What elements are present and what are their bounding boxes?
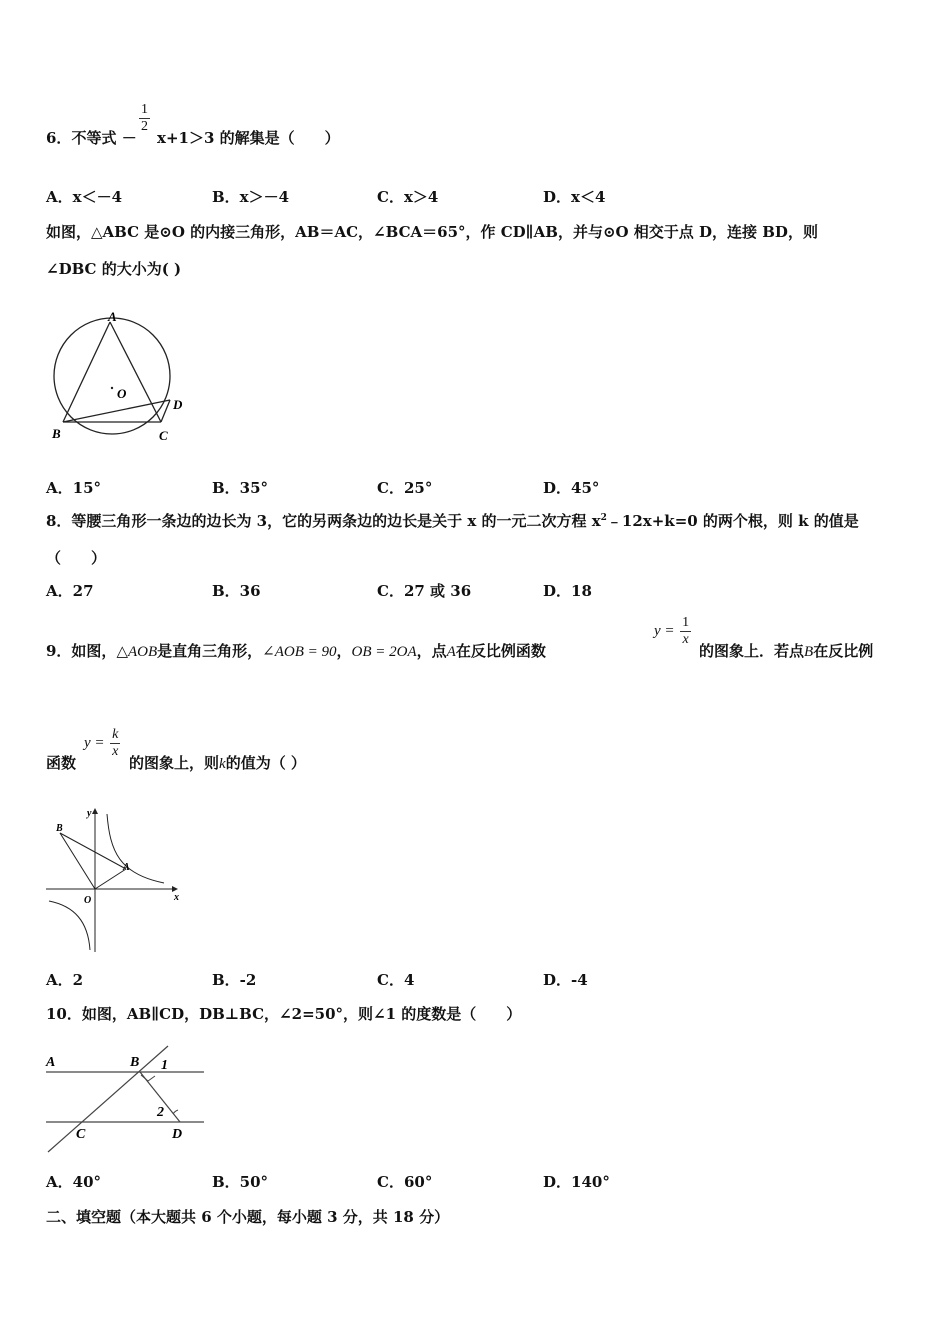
q9-frac2-num: k (112, 727, 119, 742)
q9-label-o: O (84, 895, 92, 906)
q9-text-a: 9．如图， (46, 642, 117, 660)
q8-stem-line2: （ ） (46, 549, 107, 567)
q8-option-a[interactable]: A．27 (46, 582, 94, 600)
q6-tail: x+1＞3 的解集是（ ） (157, 129, 340, 147)
q9-k: k (219, 756, 226, 772)
q10-stem: 10．如图，AB∥CD，DB⊥BC，∠2=50°，则∠1 的度数是（ ） (46, 1005, 522, 1023)
q9-point-a: A (446, 644, 456, 660)
q9-text-c: ，点 (416, 642, 447, 660)
q6-fraction (139, 102, 150, 135)
q10-option-b[interactable]: B．50° (212, 1173, 269, 1191)
q7-option-a[interactable]: A．15° (46, 479, 102, 497)
q9-stem-line2-start: 函数 (46, 754, 77, 772)
q8-text-a: 8．等腰三角形一条边的边长为 3，它的另两条边的边长是关于 x 的一元二次方程 x (46, 512, 601, 530)
q7-stem-line1: 如图，△ABC 是⊙O 的内接三角形，AB＝AC，∠BCA＝65°，作 CD∥AB，并与⊙O 相交于点 D，连接 BD，则 (46, 223, 818, 241)
q9-triangle: △AOB (116, 644, 158, 660)
q10-option-d[interactable]: D．140° (543, 1173, 610, 1191)
q6-number: 6． (46, 129, 72, 147)
q7-label-o: O (117, 386, 127, 401)
q9-label-x: x (174, 892, 179, 903)
q7-circle-figure (44, 306, 194, 448)
q6-minus: － (121, 129, 137, 147)
q10-label-two: 2 (157, 1105, 164, 1120)
q10-label-b: B (130, 1055, 140, 1070)
section2-heading: 二、填空题（本大题共 6 个小题，每小题 3 分，共 18 分） (46, 1208, 450, 1226)
q7-label-a: A (108, 309, 117, 324)
q9-option-c[interactable]: C．4 (377, 971, 415, 989)
q6-lead: 不等式 (71, 129, 117, 147)
q10-parallel-figure (44, 1040, 209, 1156)
q9-point-b: B (804, 644, 814, 660)
q9-function-2 (84, 727, 120, 760)
q9-stem-line1 (46, 640, 546, 661)
q9-option-a[interactable]: A．2 (46, 971, 84, 989)
q9-function-1 (654, 615, 691, 648)
q6-option-d[interactable]: D．x＜4 (543, 188, 606, 206)
q10-option-a[interactable]: A．40° (46, 1173, 102, 1191)
q9-angle: ∠AOB = 90 (262, 644, 337, 660)
q10-label-c: C (76, 1127, 86, 1142)
q8-option-c[interactable]: C．27 或 36 (377, 582, 472, 600)
q9-stem-line1-end (699, 640, 873, 661)
q10-label-a: A (46, 1055, 56, 1070)
q7-label-d: D (173, 397, 183, 412)
q9-label-y: y (87, 808, 92, 819)
q8-superscript: 2 (600, 513, 607, 523)
q9-label-b: B (56, 823, 63, 834)
q6-frac-num: 1 (141, 102, 148, 117)
q9-label-a: A (123, 862, 130, 873)
q8-option-b[interactable]: B．36 (212, 582, 261, 600)
q9-option-d[interactable]: D．-4 (543, 971, 588, 989)
q8-option-d[interactable]: D．18 (543, 582, 592, 600)
q9-hyperbola-figure (44, 806, 194, 954)
q9-ob-relation: OB = 2OA (351, 644, 417, 660)
q8-stem-line1 (46, 510, 859, 531)
q9-frac1-den: x (682, 632, 689, 647)
q9-y-eq-1: y = (654, 623, 675, 639)
q9-stem-line2-end (129, 752, 306, 773)
q10-option-c[interactable]: C．60° (377, 1173, 433, 1191)
q7-stem-line2: ∠DBC 的大小为( ) (46, 260, 182, 278)
q9-text-g: 的图象上，则 (129, 754, 220, 772)
q8-text-b: ﹣12x+k=0 的两个根，则 k 的值是 (606, 512, 859, 530)
q9-comma: ， (336, 642, 352, 660)
q7-option-b[interactable]: B．35° (212, 479, 269, 497)
q9-text-b: 是直角三角形， (157, 642, 263, 660)
q6-stem (46, 127, 137, 148)
q9-y-eq-2: y = (84, 735, 105, 751)
q6-option-c[interactable]: C．x＞4 (377, 188, 439, 206)
q10-label-d: D (172, 1127, 183, 1142)
q9-text-e: 的图象上．若点 (699, 642, 805, 660)
q9-frac2-den: x (112, 744, 119, 759)
q9-text-d: 在反比例函数 (455, 642, 546, 660)
q9-frac1-num: 1 (682, 615, 690, 630)
q9-text-h: 的值为（ ） (225, 754, 306, 772)
q7-label-b: B (52, 426, 61, 441)
q6-frac-den: 2 (141, 119, 148, 134)
q9-option-b[interactable]: B．-2 (212, 971, 257, 989)
q7-option-d[interactable]: D．45° (543, 479, 600, 497)
q6-option-a[interactable]: A．x＜－4 (46, 188, 123, 206)
q7-option-c[interactable]: C．25° (377, 479, 433, 497)
q9-text-f: 在反比例 (813, 642, 874, 660)
q10-label-one: 1 (161, 1058, 168, 1073)
q7-label-c: C (159, 428, 168, 443)
q6-option-b[interactable]: B．x＞－4 (212, 188, 290, 206)
